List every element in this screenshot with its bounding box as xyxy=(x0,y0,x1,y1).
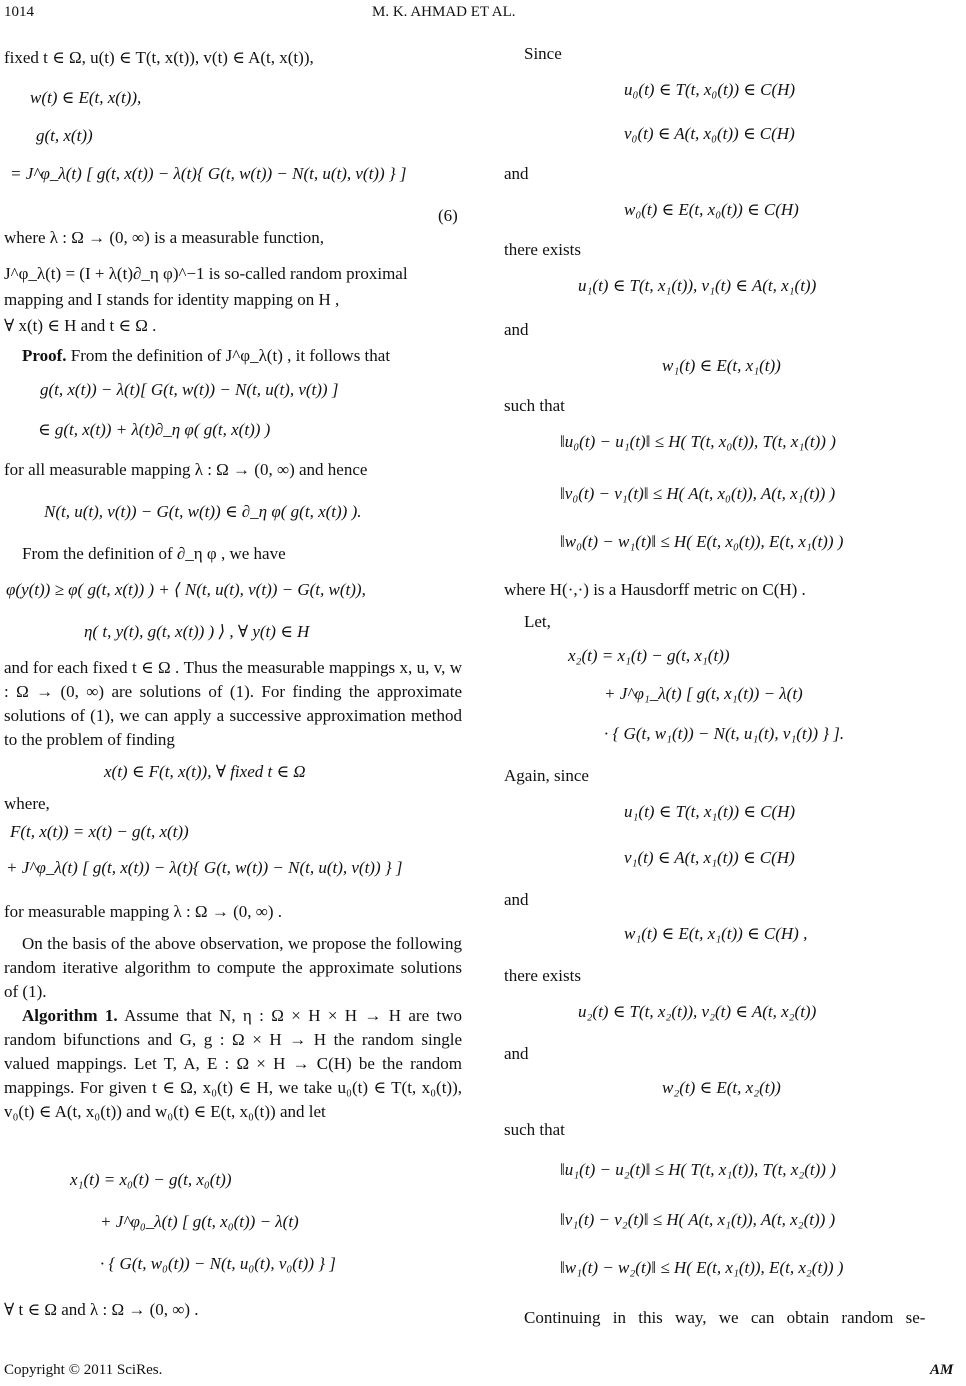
F-eq-2: + J^φ_λ(t) [ g(t, x(t)) − λ(t){ G(t, w(t)) − N(t, u(t), v(t)) } ] xyxy=(6,858,403,877)
alg-eq-1: x₁(t) = x₀(t) − g(t, x₀(t)) xyxy=(70,1170,232,1189)
r-eq-u2v2: u₂(t) ∈ T(t, x₂(t)), v₂(t) ∈ A(t, x₂(t)) xyxy=(578,1002,817,1021)
journal-abbrev: AM xyxy=(930,1362,954,1378)
proof-eq-4: φ(y(t)) ≥ φ( g(t, x(t)) ) + ⟨ N(t, u(t), v(t)) − G(t, w(t)), xyxy=(6,580,366,599)
and-3: and xyxy=(504,890,529,909)
algorithm-label: Algorithm 1. xyxy=(22,1006,118,1025)
r-eq-v0: v₀(t) ∈ A(t, x₀(t)) ∈ C(H) xyxy=(624,124,795,143)
r-eq-v1: v₁(t) ∈ A(t, x₁(t)) ∈ C(H) xyxy=(624,848,795,867)
for-measurable: for measurable mapping λ : Ω → (0, ∞) . xyxy=(4,902,283,921)
proof-eq-1: g(t, x(t)) − λ(t)[ G(t, w(t)) − N(t, u(t), v(t)) ] xyxy=(40,380,339,399)
r-eq-u1: u₁(t) ∈ T(t, x₁(t)) ∈ C(H) xyxy=(624,802,796,821)
r-ineq-w: ‖w₀(t) − w₁(t)‖ ≤ H( E(t, x₀(t)), E(t, x₁(t)) ) xyxy=(560,532,844,551)
eq-number-6: (6) xyxy=(438,206,458,225)
r-eq-u1v1: u₁(t) ∈ T(t, x₁(t)), v₁(t) ∈ A(t, x₁(t)) xyxy=(578,276,817,295)
eq-g: g(t, x(t)) xyxy=(36,126,93,145)
such-that-1: such that xyxy=(504,396,565,415)
running-title: M. K. AHMAD ET AL. xyxy=(372,4,516,20)
such-that-2: such that xyxy=(504,1120,565,1139)
r-ineq-u2: ‖u₁(t) − u₂(t)‖ ≤ H( T(t, x₁(t)), T(t, x₂(t)) ) xyxy=(560,1160,836,1179)
where-hausdorff: where H(·,·) is a Hausdorff metric on C(H) . xyxy=(504,580,806,599)
let-label: Let, xyxy=(524,612,551,631)
where-identity: mapping and I stands for identity mapping on H , xyxy=(4,290,340,309)
r-ineq-u: ‖u₀(t) − u₁(t)‖ ≤ H( T(t, x₀(t)), T(t, x₁(t)) ) xyxy=(560,432,836,451)
r-eq-w2: w₂(t) ∈ E(t, x₂(t)) xyxy=(662,1078,781,1097)
proof-text: From the definition of J^φ_λ(t) , it follows that xyxy=(66,346,391,365)
where-forall: ∀ x(t) ∈ H and t ∈ Ω . xyxy=(4,316,157,335)
alg-last-line: ∀ t ∈ Ω and λ : Ω → (0, ∞) . xyxy=(4,1300,199,1319)
F-eq-1: F(t, x(t)) = x(t) − g(t, x(t)) xyxy=(10,822,189,841)
where-lambda: where λ : Ω → (0, ∞) is a measurable function, xyxy=(4,228,325,247)
for-all-measurable: for all measurable mapping λ : Ω → (0, ∞) and hence xyxy=(4,460,368,479)
eq-6-body: = J^φ_λ(t) [ g(t, x(t)) − λ(t){ G(t, w(t)) − N(t, u(t), v(t)) } ] xyxy=(10,164,407,183)
r-eq-w0: w₀(t) ∈ E(t, x₀(t)) ∈ C(H) xyxy=(624,200,799,219)
algorithm-paragraph xyxy=(4,1004,462,1124)
r-eq-G1: · { G(t, w₁(t)) − N(t, u₁(t), v₁(t)) } ]. xyxy=(604,724,845,743)
eq-w: w(t) ∈ E(t, x(t)), xyxy=(30,88,142,107)
paragraph-basis: On the basis of the above observation, we propose the following random iterative algorithm to compute the approximate solutions of (1). xyxy=(4,934,462,1001)
eq-fixed-line: fixed t ∈ Ω, u(t) ∈ T(t, x(t)), v(t) ∈ A(t, x(t)), xyxy=(4,48,314,67)
where-J: J^φ_λ(t) = (I + λ(t)∂_η φ)^−1 is so-called random proximal xyxy=(4,264,408,283)
there-exists-1: there exists xyxy=(504,240,581,259)
continuing-text: Continuing in this way, we can obtain random se- xyxy=(524,1308,926,1327)
alg-eq-2: + J^φ₀_λ(t) [ g(t, x₀(t)) − λ(t) xyxy=(100,1212,299,1231)
r-ineq-v2: ‖v₁(t) − v₂(t)‖ ≤ H( A(t, x₁(t)), A(t, x₂(t)) ) xyxy=(560,1210,836,1229)
proof-eq-2: ∈ g(t, x(t)) + λ(t)∂_η φ( g(t, x(t)) ) xyxy=(38,420,271,439)
and-4: and xyxy=(504,1044,529,1063)
r-ineq-v: ‖v₀(t) − v₁(t)‖ ≤ H( A(t, x₀(t)), A(t, x₁(t)) ) xyxy=(560,484,836,503)
r-eq-J1: + J^φ₁_λ(t) [ g(t, x₁(t)) − λ(t) xyxy=(604,684,803,703)
from-definition: From the definition of ∂_η φ , we have xyxy=(22,544,286,563)
since-label: Since xyxy=(524,44,562,63)
there-exists-2: there exists xyxy=(504,966,581,985)
r-eq-w1: w₁(t) ∈ E(t, x₁(t)) xyxy=(662,356,781,375)
proof-line xyxy=(22,346,390,366)
r-eq-x2: x₂(t) = x₁(t) − g(t, x₁(t)) xyxy=(568,646,730,665)
problem-eq: x(t) ∈ F(t, x(t)), ∀ fixed t ∈ Ω xyxy=(104,762,306,781)
r-eq-u0: u₀(t) ∈ T(t, x₀(t)) ∈ C(H) xyxy=(624,80,796,99)
and-1: and xyxy=(504,164,529,183)
proof-label: Proof. xyxy=(22,346,67,365)
r-ineq-w2: ‖w₁(t) − w₂(t)‖ ≤ H( E(t, x₁(t)), E(t, x₂(t)) ) xyxy=(560,1258,844,1277)
proof-eq-3: N(t, u(t), v(t)) − G(t, w(t)) ∈ ∂_η φ( g(t, x(t)) ). xyxy=(44,502,362,521)
where-label: where, xyxy=(4,794,50,813)
r-eq-w1b: w₁(t) ∈ E(t, x₁(t)) ∈ C(H) , xyxy=(624,924,808,943)
paragraph-measurable: and for each fixed t ∈ Ω . Thus the measurable mappings x, u, v, w : Ω → (0, ∞) are solutions of (1). For finding the approximate solutions of (1), we can apply a successive approximation method to the problem of finding xyxy=(4,658,462,749)
and-2: and xyxy=(504,320,529,339)
proof-eq-5: η( t, y(t), g(t, x(t)) ) ⟩ , ∀ y(t) ∈ H xyxy=(84,622,310,641)
algorithm-text: Assume that N, η : Ω × H × H → H are two random bifunctions and G, g : Ω × H → H the random single valued mappings. Let T, A, E : Ω × H → C(H) be the random mappings. For given t ∈ Ω, x₀(t) ∈ H, we take u₀(t) ∈ T(t, x₀(t)), v₀(t) ∈ A(t, x₀(t)) and w₀(t) ∈ E(t, x₀(t)) and let xyxy=(4,1006,462,1121)
again-since: Again, since xyxy=(504,766,589,785)
alg-eq-3: · { G(t, w₀(t)) − N(t, u₀(t), v₀(t)) } ] xyxy=(100,1254,336,1273)
page-number: 1014 xyxy=(4,4,34,20)
copyright: Copyright © 2011 SciRes. xyxy=(4,1362,163,1378)
